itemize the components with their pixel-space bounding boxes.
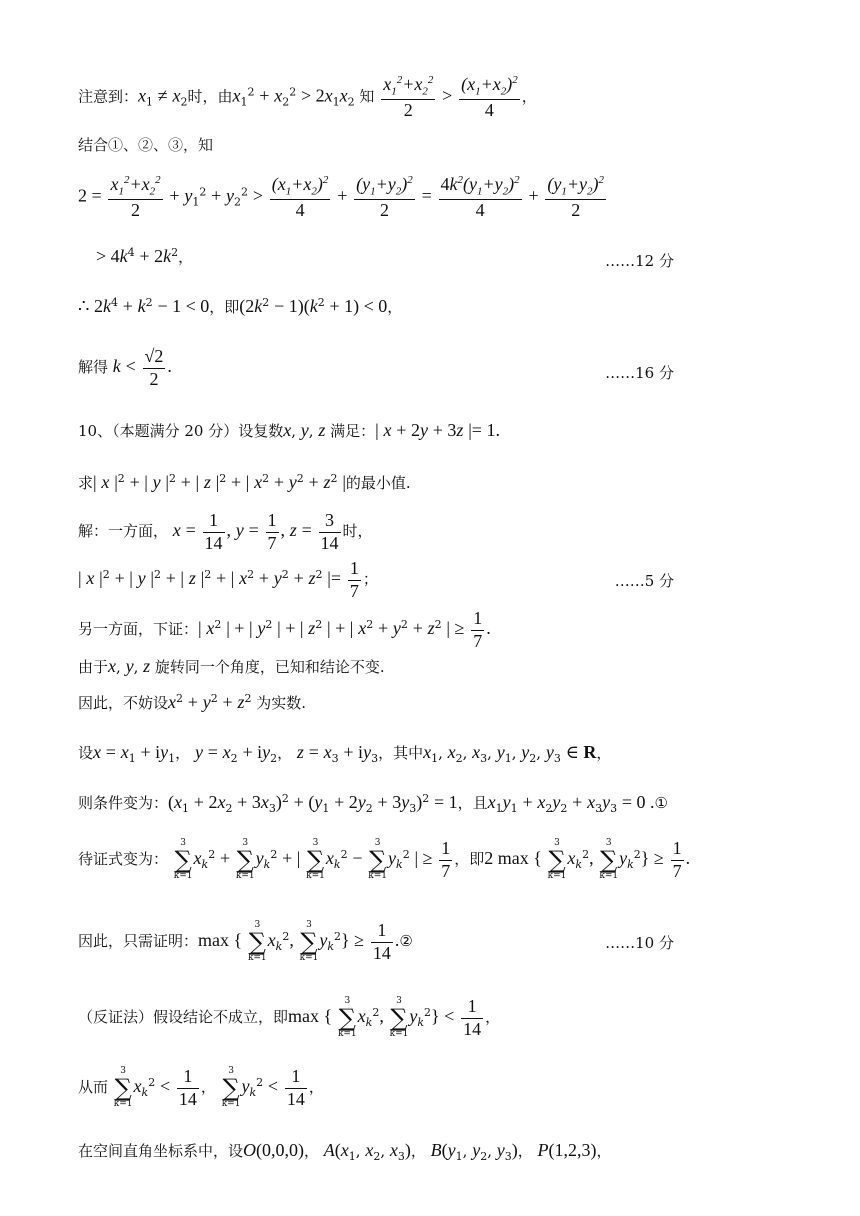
text-line-1: 注意到：$x_1 \ne x_2$时，由$x_1^2 + x_2^2 > 2x_1x_2$ 知 $\frac{x_1^2+x_2^2}{2}$ > $\frac{(x_1+x_2)^2}{4}$ ， — [78, 74, 537, 120]
question-10-heading: 10、（本题满分 20 分）设复数x, y, z 满足：| x + 2y + 3z |= 1. — [78, 420, 500, 440]
score-12: ……12 分 — [605, 252, 674, 270]
score-5: ……5 分 — [614, 572, 674, 590]
text-line-10: | x $|^2$ + | y $|^2$ + | z $|^2$ + | $x^2 + y^2 + z^2$ |= $\frac{1}{7}$ ； — [78, 558, 378, 601]
text-line-15: 则条件变为：$(x_1 + 2x_2 + 3x_3)^2 + (y_1 + 2y_2 + 3y_3)^2 = 1$，且$x_1y_1 + x_2y_2 + x_3y_3 = 0$ .① — [78, 792, 668, 815]
text-line-20: 在空间直角坐标系中，设O(0,0,0)， $A(x_1$, $x_2$, $x_3$)， $B(y_1$, $y_2$, $y_3$)， P(1,2,3)， — [78, 1140, 612, 1163]
text-line-5: ∴ $2k^4 + k^2 - 1 < 0$，即$(2k^2 - 1)(k^2 + 1) < 0$， — [78, 296, 403, 316]
text-line-2: 结合①、②、③，知 — [78, 136, 214, 154]
text-line-11: 另一方面，下证：| $x^2$ | + | $y^2$ | + | $z^2$ | + | $x^2 + y^2 + z^2$ | ≥ $\frac{1}{7}$ . — [78, 608, 491, 651]
text-line-9: 解：一方面， x = $\frac{1}{14}$ , y = $\frac{1}{7}$ , z = $\frac{3}{14}$ 时， — [78, 510, 373, 553]
text-line-18: （反证法）假设结论不成立，即max { 3 ∑ k=1 $x_k^2$, 3 ∑ k=1 $y_k^2$} < $\frac{1}{14}$ ， — [78, 996, 501, 1040]
text-line-16: 待证式变为： 3 ∑ k=1 $x_k^2$ + 3 ∑ k=1 $y_k^2$ + | 3 ∑ k=1 $x_k^2$ − 3 ∑ k=1 $y_k^2$ | ≥ $\frac{1}{7}$ ，即2 max { 3 ∑ k=1 $x_k^2$, 3 ∑ k=1 $y_k^2$} ≥ $\frac{1}{7}$ . — [78, 838, 691, 882]
text-line-6: 解得 k < $\frac{√2}{2}$ . — [78, 346, 172, 389]
text-line-3: 2 = $\frac{x_1^2+x_2^2}{2}$ + $y_1^2 + y_2^2$ > $\frac{(x_1+x_2)^2}{4}$ + $\frac{(y_1+y_2)^2}{2}$ = $\frac{4k^2(y_1+y_2)^2}{4}$ + $\frac{(y_1+y_2)^2}{2}$ — [78, 174, 605, 220]
text-note: 注意到： — [78, 87, 139, 106]
text-line-4: > $4k^4 + 2k^2$， — [96, 246, 194, 266]
text-line-8: 求| x $|^2$ + | y $|^2$ + | z $|^2$ + | $x^2 + y^2 + z^2$ |的最小值. — [78, 472, 411, 492]
score-10: ……10 分 — [605, 934, 674, 952]
text-line-13: 因此，不妨设$x^2 + y^2 + z^2$ 为实数. — [78, 692, 307, 712]
text-line-12: 由于x, y, z 旋转同一个角度，已知和结论不变. — [78, 656, 385, 676]
score-16: ……16 分 — [605, 364, 674, 382]
text-line-19: 从而 3 ∑ k=1 $x_k^2$ < $\frac{1}{14}$ ， 3 ∑ k=1 $y_k^2$ < $\frac{1}{14}$ ， — [78, 1066, 324, 1110]
text-line-17: 因此，只需证明：max { 3 ∑ k=1 $x_k^2$, 3 ∑ k=1 $y_k^2$} ≥ $\frac{1}{14}$ .② — [78, 920, 413, 964]
text-line-14: 设$x = x_1 + iy_1$， $y = x_2 + iy_2$， $z = x_3 + iy_3$，其中$x_1$, $x_2$, $x_3$, $y_1$, $y_2$, $y_3$ ∈ R， — [78, 742, 612, 765]
